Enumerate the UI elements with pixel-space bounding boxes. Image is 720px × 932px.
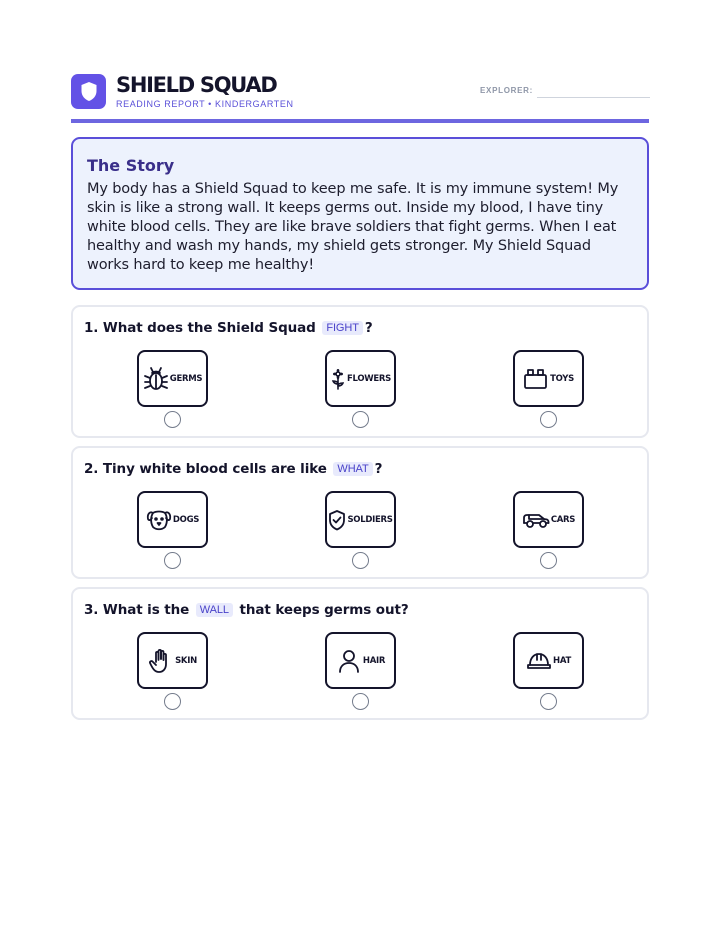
option-flowers[interactable] bbox=[325, 350, 396, 407]
bug-icon bbox=[143, 366, 169, 392]
option-hat[interactable] bbox=[513, 632, 584, 689]
question-prefix: 2. Tiny white blood cells are like bbox=[84, 461, 327, 477]
option-skin[interactable] bbox=[137, 632, 208, 689]
explorer-name-field[interactable] bbox=[537, 97, 650, 98]
option-label: SOLDIERS bbox=[347, 514, 393, 525]
page-title: SHIELD SQUAD bbox=[116, 73, 277, 97]
radio-cars[interactable] bbox=[540, 552, 557, 569]
option-label: TOYS bbox=[550, 373, 574, 384]
radio-toys[interactable] bbox=[540, 411, 557, 428]
story-text: My body has a Shield Squad to keep me safe. It is my immune system! My skin is like a strong wall. It keeps germs out. Inside my blood, I have tiny white blood cells. They are like brave soldiers that fight germs. When I eat healthy and wash my hands, my shield gets stronger. My Shield Squad works hard to keep me healthy! bbox=[87, 181, 619, 273]
option-label: GERMS bbox=[169, 373, 203, 384]
worksheet-header bbox=[71, 72, 649, 112]
question-suffix: ? bbox=[374, 461, 383, 477]
question-keyword: WALL bbox=[196, 603, 233, 617]
header-divider bbox=[71, 119, 649, 123]
option-toys[interactable] bbox=[513, 350, 584, 407]
question-keyword: WHAT bbox=[333, 462, 372, 476]
option-germs[interactable] bbox=[137, 350, 208, 407]
option-soldiers[interactable] bbox=[325, 491, 396, 548]
page-subtitle: READING REPORT • KINDERGARTEN bbox=[116, 99, 294, 109]
helmet-icon bbox=[526, 650, 552, 672]
option-label: HAT bbox=[553, 655, 571, 666]
question-card-3 bbox=[71, 587, 649, 720]
explorer-label: EXPLORER: bbox=[480, 86, 533, 95]
radio-dogs[interactable] bbox=[164, 552, 181, 569]
option-cars[interactable] bbox=[513, 491, 584, 548]
question-keyword: FIGHT bbox=[322, 321, 363, 335]
question-suffix: ? bbox=[364, 320, 373, 336]
radio-flowers[interactable] bbox=[352, 411, 369, 428]
radio-hair[interactable] bbox=[352, 693, 369, 710]
radio-skin[interactable] bbox=[164, 693, 181, 710]
dog-icon bbox=[146, 508, 172, 532]
question-prefix: 1. What does the Shield Squad bbox=[84, 320, 316, 336]
option-hair[interactable] bbox=[325, 632, 396, 689]
question-suffix: that keeps germs out? bbox=[239, 602, 409, 618]
radio-germs[interactable] bbox=[164, 411, 181, 428]
logo bbox=[71, 74, 106, 109]
radio-hat[interactable] bbox=[540, 693, 557, 710]
question-text bbox=[84, 461, 382, 477]
question-card-2 bbox=[71, 446, 649, 579]
question-card-1 bbox=[71, 305, 649, 438]
question-text bbox=[84, 320, 373, 336]
person-icon bbox=[336, 648, 362, 674]
story-title: The Story bbox=[87, 156, 175, 175]
option-label: SKIN bbox=[175, 655, 197, 666]
option-dogs[interactable] bbox=[137, 491, 208, 548]
question-prefix: 3. What is the bbox=[84, 602, 190, 618]
shield-icon bbox=[80, 81, 98, 102]
option-label: FLOWERS bbox=[347, 373, 391, 384]
option-label: DOGS bbox=[172, 514, 200, 525]
blocks-icon bbox=[523, 368, 549, 390]
option-label: HAIR bbox=[362, 655, 386, 666]
car-icon bbox=[522, 511, 550, 529]
flower-icon bbox=[330, 368, 346, 390]
radio-soldiers[interactable] bbox=[352, 552, 369, 569]
story-box bbox=[71, 137, 649, 290]
shield-check-icon bbox=[328, 509, 346, 531]
hand-icon bbox=[148, 648, 174, 674]
question-text bbox=[84, 602, 409, 618]
option-label: CARS bbox=[550, 514, 576, 525]
